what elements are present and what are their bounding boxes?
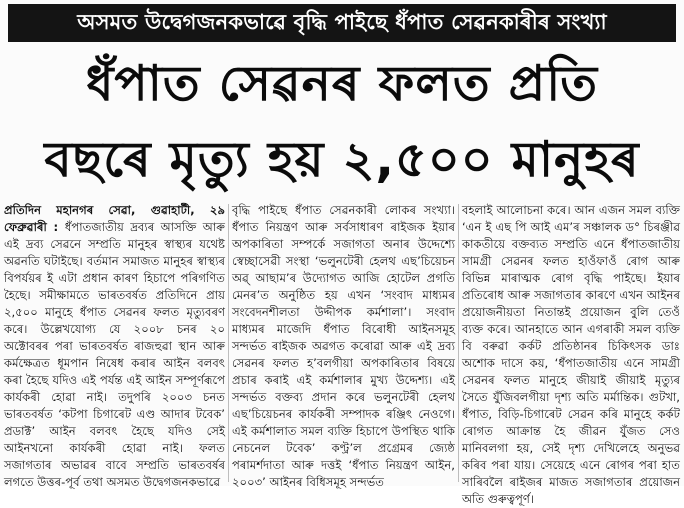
- column-2-text: বৃদ্ধি পাইছে ধঁপাত সেৱনকাৰী লোকৰ সংখ্যা। ধঁপাত নিয়ন্ত্ৰণ আৰু সৰ্বসাধাৰণ ৰাইজক ইয়াৰ অপকাৰিতা সম্পৰ্কে সজাগতা অনাৰ উদ্দেশ্যে স্বেচ্ছাসেৱী সংস্থা ‘ভলুনটেৰী হেলথ এছ’চিয়েচন অৱ্ আছাম’ৰ উদ্যোগত আজি হোটেল প্ৰগতি মেনৰ’ত অনুষ্ঠিত হয় এখন ‘সংবাদ মাধ্যমৰ সংবেদনশীলতা উদ্দীপক কৰ্মশালা’। সংবাদ মাধ্যমৰ মাজেদি ধঁপাত বিৰোধী আইনসমূহ সন্দৰ্ভত ৰাইজক অৱগত কৰোৱা আৰু এই দ্ৰব্য সেৱনৰ ফলত হ’বলগীয়া অপকাৰিতাৰ বিষয়ে প্ৰচাৰ কৰাই এই কৰ্মশালাৰ মুখ্য উদ্দেশ্য। এই সন্দৰ্ভত বক্তব্য প্ৰদান কৰে ভলুনটেৰী হেলথ এছ’চিয়েচনৰ কাৰ্যকৰী সম্পাদক ৰঞ্জিৎ নেওগে। এই কৰ্মশালাত সমল ব্যক্তি হিচাপে উপস্থিত থাকি নেচনেল টবেক’ কণ্ট্ৰ’ল প্ৰগ্ৰেমৰ জ্যেষ্ঠ পৰামৰ্শদাতা আৰু দত্তই ‘ধঁপাত নিয়ন্ত্ৰণ আইন, ২০০৩’ আইনৰ বিধিসমূহ সন্দৰ্ভত: [232, 203, 455, 489]
- kicker-banner: অসমত উদ্বেগজনকভাৱে বৃদ্ধি পাইছে ধঁপাত সেৱনকাৰীৰ সংখ্যা: [8, 4, 676, 42]
- article-column-1: [4, 202, 225, 489]
- byline: প্ৰতিদিন মহানগৰ সেৱা, গুৱাহাটী, ২৯ ফেব্ৰুৱাৰী :: [4, 203, 225, 234]
- headline-line-2: বছৰে মৃত্যু হয় ২,৫০০ মানুহৰ: [44, 131, 640, 188]
- article-body: [4, 202, 680, 506]
- article-column-3: [462, 202, 680, 506]
- column-3-text: বহলাই আলোচনা কৰে। আন এজন সমল ব্যক্তি ‘এন ই এছ পি আই এম’ৰ সঞ্চালক ড° চিৰঞ্জীৱ কাকতীয়ে বক্তব্যত সম্প্ৰতি এনে ধঁপাতজাতীয় সামগ্ৰী সেৱনৰ ফলত হাওঁফাওঁ ৰোগ আৰু বিভিন্ন মাৰাত্মক ৰোগ বৃদ্ধি পাইছে। ইয়াৰ প্ৰতিৰোধ আৰু সজাগতাৰ কাৰণে এখন আইনৰ প্ৰয়োজনীয়তা নিতান্তই প্ৰয়োজন বুলি তেওঁ ব্যক্ত কৰে। আনহাতে আন এগৰাকী সমল ব্যক্তি বি বৰুৱা কৰ্কট প্ৰতিষ্ঠানৰ চিকিৎসক ডাঃ অশোক দাসে কয়, ‘ধঁপাতজাতীয় এনে সামগ্ৰী সেৱনৰ ফলত মানুহে জীয়াই জীয়াই মৃত্যুৰ সৈতে যুঁজিবলগীয়া দৃশ্য অতি মৰ্মান্তিক। গুটখা, ধঁপাত, বিড়ি-চিগাৰেট সেৱন কৰি মানুহে কৰ্কট ৰোগত আক্ৰান্ত হৈ জীৱন যুঁজত সেও মানিবলগা হয়, সেই দৃশ্য দেখিলেহে অনুভৱ কৰিব পৰা যায়। সেয়েহে এনে ৰোগৰ পৰা হাত সাৰিবলৈ ৰাইজৰ মাজত সজাগতাৰ প্ৰয়োজন অতি গুৰুত্বপূৰ্ণ।: [462, 203, 680, 506]
- column-divider: [228, 204, 229, 482]
- column-1-text: ধঁপাতজাতীয় দ্ৰব্যৰ আসক্তি আৰু এই দ্ৰব্য সেৱনে সম্প্ৰতি মানুহৰ স্বাস্থ্যৰ যথেষ্ট অৱনতি ঘটাইছে। বৰ্তমান সমাজত মানুহৰ স্বাস্থ্যৰ বিপৰ্যয়ৰ ই এটা প্ৰধান কাৰণ হিচাপে পৰিগণিত হৈছে। সমীক্ষামতে ভাৰতবৰ্ষত প্ৰতিদিনে প্ৰায় ২,৫০০ মানুহে ধঁপাত সেৱনৰ ফলত মৃত্যুবৰণ কৰে। উল্লেখযোগ্য যে ২০০৮ চনৰ ২০ অক্টোবৰৰ পৰা ভাৰতবৰ্ষত ৰাজহুৱা স্থান আৰু কৰ্মক্ষেত্ৰত ধূমপান নিষেধ কৰাৰ আইন বলবৎ কৰা হৈছে যদিও এই পৰ্যন্ত এই আইন সম্পূৰ্ণৰূপে কাৰ্যকৰী হোৱা নাই। তদুপৰি ২০০৩ চনত ভাৰতবৰ্ষত ‘কটপা চিগাৰেট এণ্ড আদাৰ টবেক’ প্ৰডাক্ট’ আইন বলবৎ হৈছে যদিও সেই আইনখনো কাৰ্যকৰী হোৱা নাই। ফলত সজাগতাৰ অভাৱৰ বাবে সম্প্ৰতি ভাৰতবৰ্ষৰ লগতে উত্তৰ-পূৰ্ব তথা অসমত উদ্বেগজনকভাৱে: [4, 220, 225, 489]
- article-column-2: [232, 202, 455, 489]
- headline-line-1: ধঁপাত সেৱনৰ ফলত প্ৰতি: [85, 55, 599, 112]
- column-divider: [458, 204, 459, 482]
